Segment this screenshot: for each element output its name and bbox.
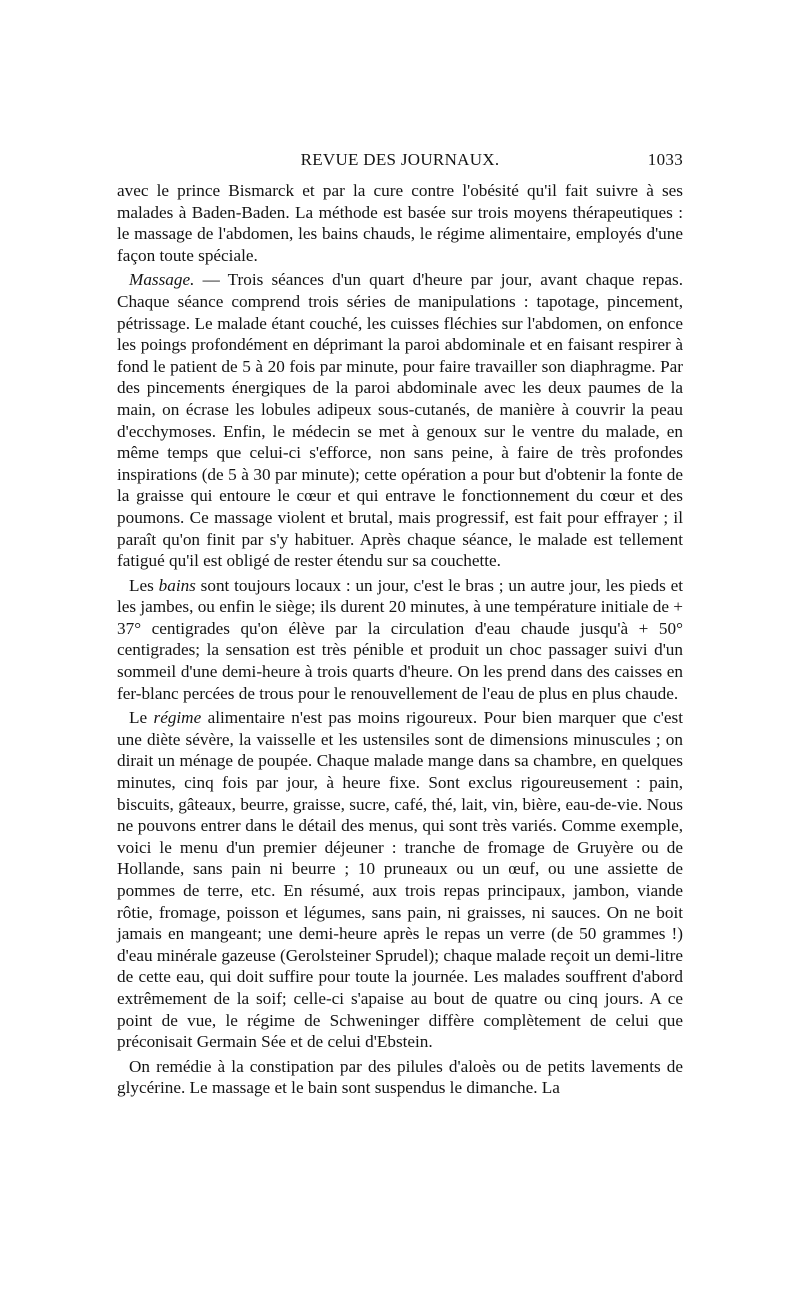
massage-heading: Massage.	[129, 270, 195, 290]
regime-emphasis: régime	[153, 708, 202, 728]
paragraph-bains-text: sont toujours locaux : un jour, c'est le bras ; un autre jour, les pieds et les jambes, ou enfin le siège; ils durent 20 minutes, à une température initiale de + 37° centigrades qu'on élève par la circulation d'eau chaude jusqu'à + 50° centigrades; la sensation est très pénible et produit un choc passager suivi d'un sommeil d'une demi-heure à trois quarts d'heure. On les prend dans des caisses en fer-blanc percées de trous pour le renouvellement de l'eau de plus en plus chaude.	[117, 575, 683, 703]
paragraph-constipation	[117, 1056, 683, 1099]
paragraph-regime	[117, 707, 683, 1053]
running-title: REVUE DES JOURNAUX.	[300, 150, 500, 169]
bains-emphasis: bains	[158, 575, 196, 595]
document-page	[117, 150, 683, 1099]
body-text	[117, 180, 683, 1099]
paragraph-regime-text: alimentaire n'est pas moins rigoureux. Pour bien marquer que c'est une diète sévère, la vaisselle et les ustensiles sont de dimensions minuscules ; on dirait un ménage de poupée. Chaque malade mange dans sa chambre, en quelques minutes, cinq fois par jour, à heure fixe. Sont exclus rigoureusement : pain, biscuits, gâteaux, beurre, graisse, sucre, café, thé, lait, vin, bière, eau-de-vie. Nous ne pouvons entrer dans le détail des menus, qui sont très variés. Comme exemple, voici le menu d'un premier déjeuner : tranche de fromage de Gruyère ou de Hollande, sans pain ni beurre ; 10 pruneaux ou un œuf, ou une assiette de pommes de terre, etc. En résumé, aux trois repas principaux, jambon, viande rôtie, fromage, poisson et légumes, sans pain, ni graisses, ni sauces. On ne boit jamais en mangeant; une demi-heure après le repas un verre (de 50 grammes !) d'eau minérale gazeuse (Gerolsteiner Sprudel); chaque malade reçoit un demi-litre de cette eau, qui doit suffire pour toute la journée. Les malades souffrent d'abord extrêmement de la soif; celle-ci s'apaise au bout de quatre ou cinq jours. A ce point de vue, le régime de Schweninger diffère complètement de celui que préconisait Germain Sée et de celui d'Ebstein.	[117, 708, 683, 1052]
paragraph-bains	[117, 575, 683, 705]
page-header	[117, 150, 683, 176]
page-number: 1033	[647, 150, 683, 169]
paragraph-regime-pre: Le	[129, 708, 154, 728]
paragraph-massage-text: — Trois séances d'un quart d'heure par jour, avant chaque repas. Chaque séance comprend trois séries de manipulations : tapotage, pincement, pétrissage. Le malade étant couché, les cuisses fléchies sur l'abdomen, on enfonce les poings profondément en déprimant la paroi abdominale et en faisant respirer à fond le patient de 5 à 20 fois par minute, pour faire travailler son diaphragme. Par des pincements énergiques de la paroi abdominale avec les deux paumes de la main, on écrase les lobules adipeux sous-cutanés, de manière à couvrir la peau d'ecchymoses. Enfin, le médecin se met à genoux sur le ventre du malade, en même temps que celui-ci s'efforce, non sans peine, à faire de très profondes inspirations (de 5 à 30 par minute); cette opération a pour but d'obtenir la fonte de la graisse qui entoure le cœur et qui entrave le fonctionnement du cœur et des poumons. Ce massage violent et brutal, mais progressif, est fait pour effrayer ; il paraît qu'on finit par s'y habituer. Après chaque séance, le malade est tellement fatigué qu'il est obligé de rester étendu sur sa couchette.	[117, 270, 683, 571]
paragraph-constipation-text: On remédie à la constipation par des pilules d'aloès ou de petits lavements de glycérine. Le massage et le bain sont suspendus le dimanche. La	[117, 1056, 683, 1098]
paragraph-1-text: avec le prince Bismarck et par la cure contre l'obésité qu'il fait suivre à ses malades à Baden-Baden. La méthode est basée sur trois moyens thérapeutiques : le massage de l'abdomen, les bains chauds, le régime alimentaire, employés d'une façon toute spéciale.	[117, 181, 683, 265]
paragraph-massage	[117, 269, 683, 571]
paragraph-bains-pre: Les	[129, 575, 159, 595]
paragraph-1	[117, 180, 683, 266]
